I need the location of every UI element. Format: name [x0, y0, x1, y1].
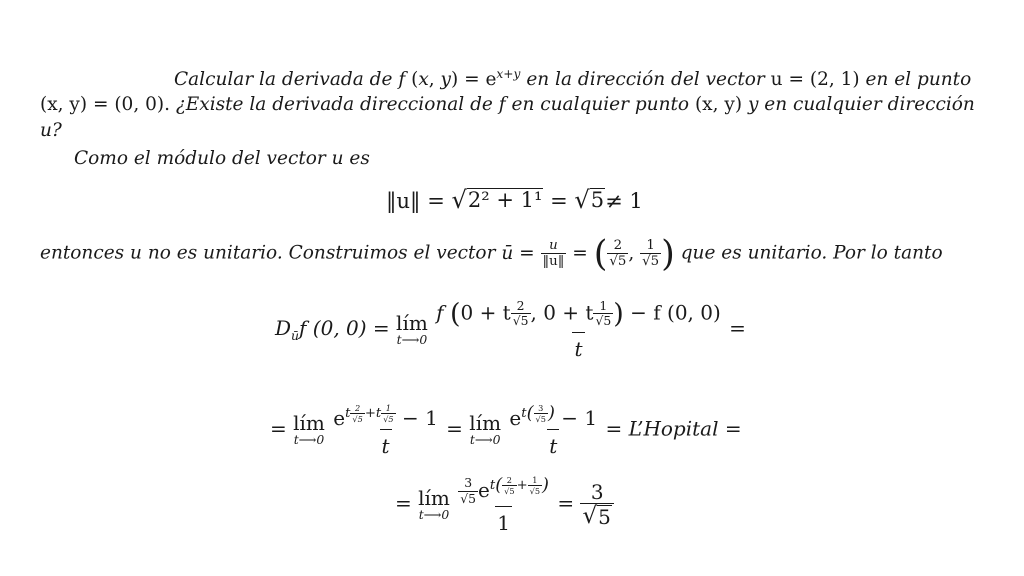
- lhopital-label: L’Hopital: [628, 416, 719, 441]
- limit: lím t⟶0: [418, 485, 450, 522]
- unit-text-2: que es unitario. Por lo tanto: [680, 242, 943, 264]
- equals: =: [550, 189, 568, 213]
- function-def: f (x, $y) = e^{x+y}$: [398, 67, 521, 91]
- limit: lím t⟶0: [469, 411, 502, 448]
- not-equal: ≠ 1: [605, 189, 643, 213]
- point-xy: (x, y): [694, 94, 743, 115]
- problem-line-1: [174, 68, 971, 90]
- u-over-norm: $\frac{u}{‖u‖}$: [542, 237, 565, 270]
- problem-text: Calcular la derivada de: [174, 69, 393, 91]
- quotient-2: $e^{t( \frac{3}{√5} )} - 1$ t: [509, 402, 598, 458]
- problem-text: ¿Existe la derivada direccional de: [175, 94, 493, 115]
- norm-equation: [386, 188, 643, 212]
- vector-u: u = (2, 1): [770, 69, 860, 91]
- problem-line-2: [40, 96, 975, 115]
- problem-line-3: [40, 122, 62, 141]
- result: 3 √ 5: [580, 482, 613, 528]
- step-3: = lím t⟶0 $\frac{3}{√5}$ $e^{t( \frac{2}{√5} + \frac{1}{√5} )}$ 1 = 3 √ 5: [395, 476, 614, 533]
- deriv-definition: $D_ūf$ (0, 0) = lím t⟶0 f (0 + t $\frac{2}{√5}$ , 0 + t $\frac{1}{√5}$ ) − f (0, 0) t =: [275, 298, 746, 361]
- unit-vector-line: [40, 233, 943, 274]
- limit: lím t⟶0: [396, 310, 428, 347]
- problem-text: en cualquier punto: [511, 94, 690, 115]
- component-1: $\frac{2}{√5}$: [609, 237, 627, 270]
- quotient-3: $\frac{3}{√5}$ $e^{t( \frac{2}{√5} + \frac{1}{√5} )}$ 1: [460, 474, 549, 536]
- problem-text: y en cualquier dirección: [747, 94, 975, 115]
- norm-lhs: ‖u‖ =: [386, 189, 445, 213]
- problem-text: en el punto: [865, 69, 972, 91]
- quotient-1: $e^{t \frac{2}{√5} +t \frac{1}{√5}}$ − 1 t: [333, 403, 438, 458]
- component-2: $\frac{1}{√5}$: [642, 237, 660, 270]
- problem-text: en la dirección del vector: [526, 69, 765, 91]
- limit: lím t⟶0: [293, 411, 325, 448]
- ubar-def: ū = $\frac{u}{‖u‖}$ = ( $\frac{2}{√5}$ , $\frac{1}{√5}$ ): [501, 233, 675, 274]
- point: (x, y) = (0, 0).: [40, 94, 170, 115]
- function-name: f: [498, 94, 506, 115]
- difference-quotient: f (0 + t $\frac{2}{√5}$ , 0 + t $\frac{1}{√5}$ ) − f (0, 0) t: [436, 298, 721, 361]
- solution-intro: [74, 150, 370, 169]
- intro-text: Como el módulo del vector u es: [74, 148, 370, 169]
- step-2: = lím t⟶0 $e^{t \frac{2}{√5} +t \frac{1}{√5}}$ − 1 t = lím t⟶0 $e^{t( \frac{3}{√5} )} - 1$ t = L’Hopital =: [270, 402, 742, 458]
- problem-text: u?: [40, 120, 62, 141]
- unit-text: entonces u no es unitario. Construimos el vector: [40, 242, 496, 264]
- sqrt-five: √ 5: [574, 186, 605, 214]
- sqrt-expr: √ 2² + 1¹: [451, 186, 543, 214]
